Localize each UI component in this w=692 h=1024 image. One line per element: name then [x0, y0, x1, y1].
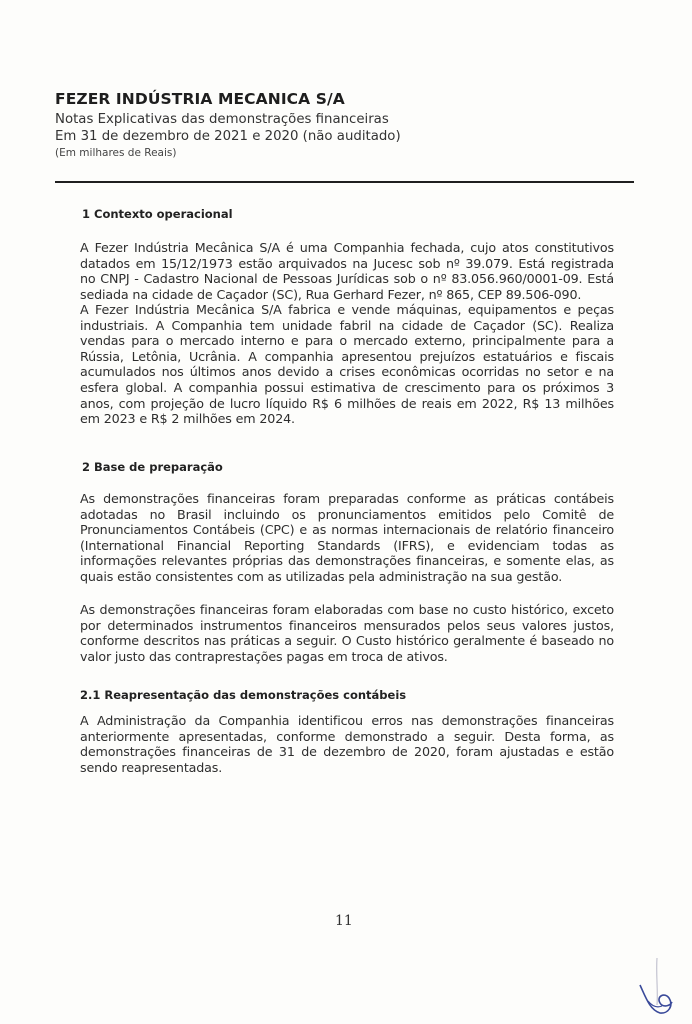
currency-note: (Em milhares de Reais)	[55, 147, 177, 159]
paragraph-base-1: As demonstrações financeiras foram preparadas conforme as práticas contábeis adotadas no Brasil incluindo os pronunciamentos emitidos pelo Comitê de Pronunciamentos Contábeis (CPC) e as normas internacionais de relatório financeiro (International Financial Reporting Standards (IFRS), e evidenciam todas as informações relevantes próprias das demonstrações financeiras, e somente elas, as quais estão consistentes com as utilizadas pela administração na sua gestão.	[80, 491, 614, 584]
paragraph-contexto-2: A Fezer Indústria Mecânica S/A fabrica e vende máquinas, equipamentos e peças industriais. A Companhia tem unidade fabril na cidade de Caçador (SC). Realiza vendas para o mercado interno e para o mercado externo, principalmente para a Rússia, Letônia, Ucrânia. A companhia apresentou prejuízos estatuários e fiscais acumulados nos últimos anos devido a crises econômicas ocorridas no setor e na esfera global. A companhia possui estimativa de crescimento para os próximos 3 anos, com projeção de lucro líquido R$ 6 milhões de reais em 2022, R$ 13 milhões em 2023 e R$ 2 milhões em 2024.	[80, 302, 614, 427]
document-period: Em 31 de dezembro de 2021 e 2020 (não auditado)	[55, 129, 401, 144]
paragraph-contexto-1: A Fezer Indústria Mecânica S/A é uma Companhia fechada, cujo atos constitutivos datados em 15/12/1973 estão arquivados na Jucesc sob nº 39.079. Está registrada no CNPJ - Cadastro Nacional de Pessoas Jurídicas sob o nº 83.056.960/0001-09. Está sediada na cidade de Caçador (SC), Rua Gerhard Fezer, nº 865, CEP 89.506-090.	[80, 240, 614, 302]
section-heading-reapresentacao: 2.1 Reapresentação das demonstrações contábeis	[80, 688, 407, 702]
section-heading-base: 2 Base de preparação	[82, 460, 223, 474]
company-name: FEZER INDÚSTRIA MECANICA S/A	[55, 90, 345, 108]
paragraph-reapresentacao: A Administração da Companhia identificou erros nas demonstrações financeiras anteriormente apresentadas, conforme demonstrado a seguir. Desta forma, as demonstrações financeiras de 31 de dezembro de 2020, foram ajustadas e estão sendo reapresentadas.	[80, 713, 614, 775]
page-number: 11	[335, 913, 353, 929]
document-title: Notas Explicativas das demonstrações financeiras	[55, 112, 389, 127]
section-heading-contexto: 1 Contexto operacional	[82, 207, 233, 221]
paragraph-base-2: As demonstrações financeiras foram elaboradas com base no custo histórico, exceto por determinados instrumentos financeiros mensurados pelos seus valores justos, conforme descritos nas práticas a seguir. O Custo histórico geralmente é baseado no valor justo das contraprestações pagas em troca de ativos.	[80, 602, 614, 664]
